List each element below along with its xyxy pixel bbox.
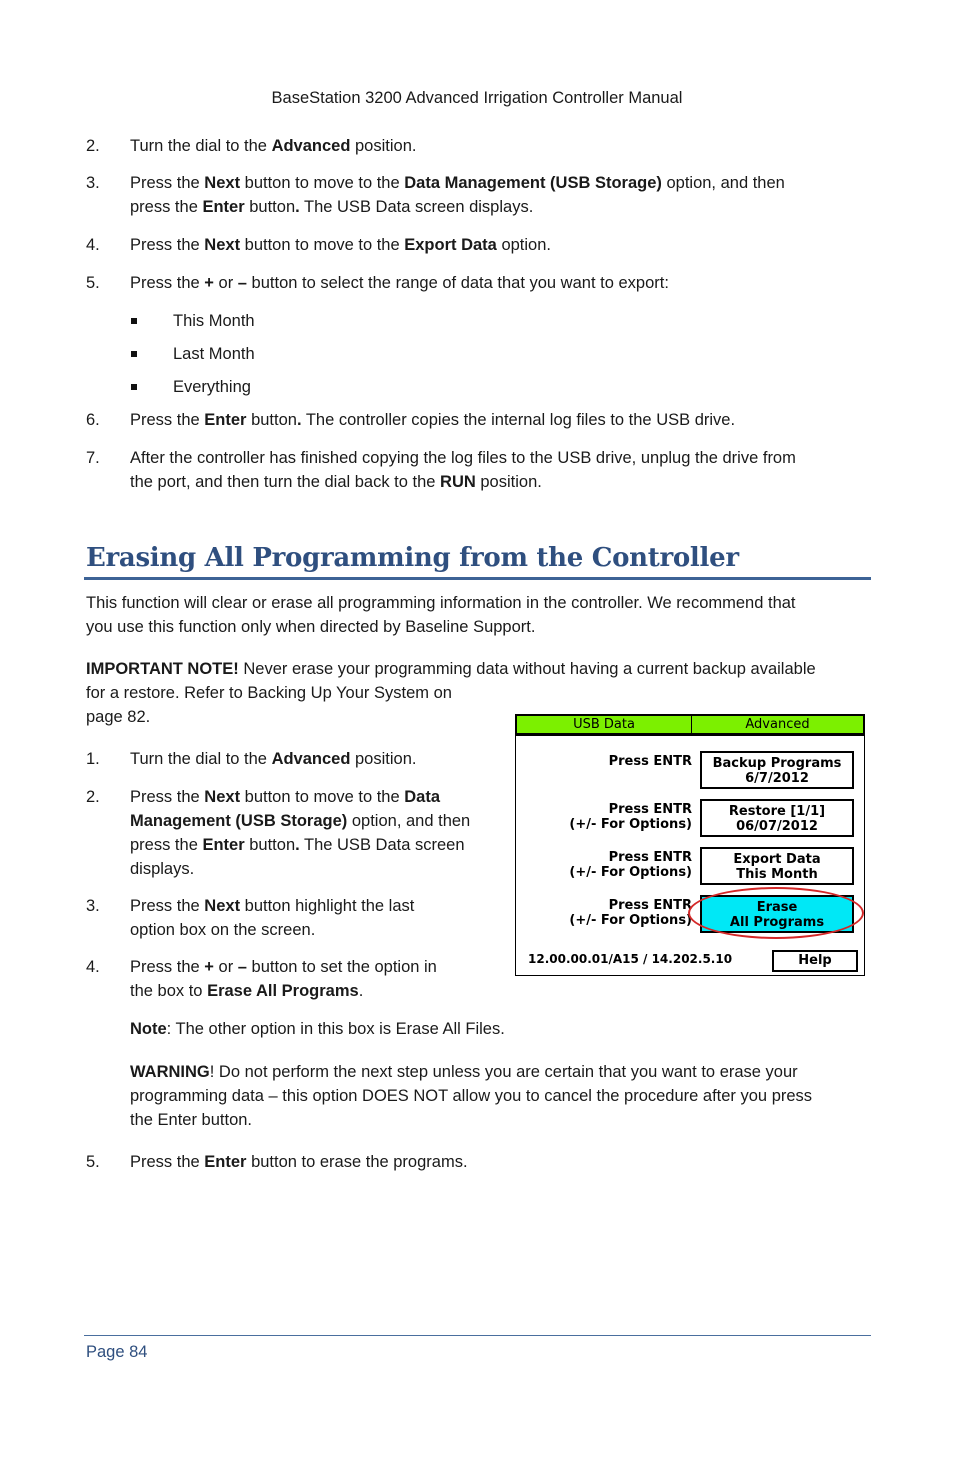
step-text: press the Enter button. The USB Data screen xyxy=(130,836,465,854)
note-text: Note: The other option in this box is Erase All Files. xyxy=(130,1020,505,1038)
warning-text: WARNING! Do not perform the next step unless you are certain that you want to erase your xyxy=(130,1063,798,1081)
bullet-item: Last Month xyxy=(173,345,255,363)
running-header: BaseStation 3200 Advanced Irrigation Controller Manual xyxy=(271,89,683,107)
step-text: the port, and then turn the dial back to the RUN position. xyxy=(130,473,542,491)
row-label: Press ENTR xyxy=(608,850,692,865)
usb-data-screen xyxy=(515,714,865,976)
warning-text: the Enter button. xyxy=(130,1111,253,1129)
bullet-marker xyxy=(131,351,137,357)
bullet-item: This Month xyxy=(173,312,255,330)
page-number: Page 84 xyxy=(86,1343,148,1361)
step-text: After the controller has finished copying the log files to the USB drive, unplug the drive from xyxy=(130,449,796,467)
section-heading: Erasing All Programming from the Controller xyxy=(86,543,739,573)
row-label: Press ENTR xyxy=(608,754,692,769)
version-text: 12.00.00.01/A15 / 14.202.5.10 xyxy=(528,952,733,966)
important-note: IMPORTANT NOTE! Never erase your programming data without having a current backup available xyxy=(86,660,816,678)
bullet-item: Everything xyxy=(173,378,251,396)
step-text: displays. xyxy=(130,860,195,878)
step-text: Press the Enter button. The controller copies the internal log files to the USB drive. xyxy=(130,411,736,429)
step-number: 3. xyxy=(86,897,100,915)
intro-text: you use this function only when directed by Baseline Support. xyxy=(86,618,536,636)
step-number: 5. xyxy=(86,274,100,292)
step-number: 5. xyxy=(86,1153,100,1171)
screen-divider xyxy=(516,734,864,736)
step-text: Press the Next button highlight the last xyxy=(130,897,415,915)
important-note: for a restore. Refer to Backing Up Your System on xyxy=(86,684,452,702)
export-data-option: Export Data This Month xyxy=(700,847,854,885)
erase-option-selected: Erase All Programs xyxy=(700,895,854,933)
usb-data-tab: USB Data xyxy=(516,715,692,734)
intro-text: This function will clear or erase all programming information in the controller. We recommend that xyxy=(86,594,796,612)
restore-option: Restore [1/1] 06/07/2012 xyxy=(700,799,854,837)
step-text: Press the + or – button to select the range of data that you want to export: xyxy=(130,274,669,292)
step-text: Management (USB Storage) option, and then xyxy=(130,812,471,830)
step-text: Press the Enter button to erase the programs. xyxy=(130,1153,468,1171)
step-text: the box to Erase All Programs. xyxy=(130,982,364,1000)
step-number: 6. xyxy=(86,411,100,429)
step-text: Press the + or – button to set the option in xyxy=(130,958,437,976)
row-label: Press ENTR xyxy=(608,802,692,817)
row-label: Press ENTR xyxy=(608,898,692,913)
step-text: Turn the dial to the Advanced position. xyxy=(130,137,417,155)
bullet-marker xyxy=(131,384,137,390)
row-label: (+/- For Options) xyxy=(569,817,692,832)
row-label: (+/- For Options) xyxy=(569,865,692,880)
advanced-tab: Advanced xyxy=(691,715,864,734)
step-text: Turn the dial to the Advanced position. xyxy=(130,750,417,768)
step-number: 2. xyxy=(86,137,100,155)
step-number: 4. xyxy=(86,958,100,976)
step-number: 7. xyxy=(86,449,100,467)
step-text: Press the Next button to move to the Data xyxy=(130,788,441,806)
step-text: press the Enter button. The USB Data screen displays. xyxy=(130,198,534,216)
backup-programs-option: Backup Programs 6/7/2012 xyxy=(700,751,854,789)
step-number: 4. xyxy=(86,236,100,254)
step-text: Press the Next button to move to the Export Data option. xyxy=(130,236,551,254)
heading-rule xyxy=(84,577,871,580)
highlight-ring xyxy=(688,887,864,939)
step-number: 2. xyxy=(86,788,100,806)
warning-text: programming data – this option DOES NOT allow you to cancel the procedure after you press xyxy=(130,1087,813,1105)
help-button: Help xyxy=(772,950,858,972)
step-number: 1. xyxy=(86,750,100,768)
bullet-marker xyxy=(131,318,137,324)
step-text: Press the Next button to move to the Data Management (USB Storage) option, and then xyxy=(130,174,785,192)
step-number: 3. xyxy=(86,174,100,192)
important-note: page 82. xyxy=(86,708,151,726)
row-label: (+/- For Options) xyxy=(569,913,692,928)
footer-rule xyxy=(84,1335,871,1336)
step-text: option box on the screen. xyxy=(130,921,316,939)
